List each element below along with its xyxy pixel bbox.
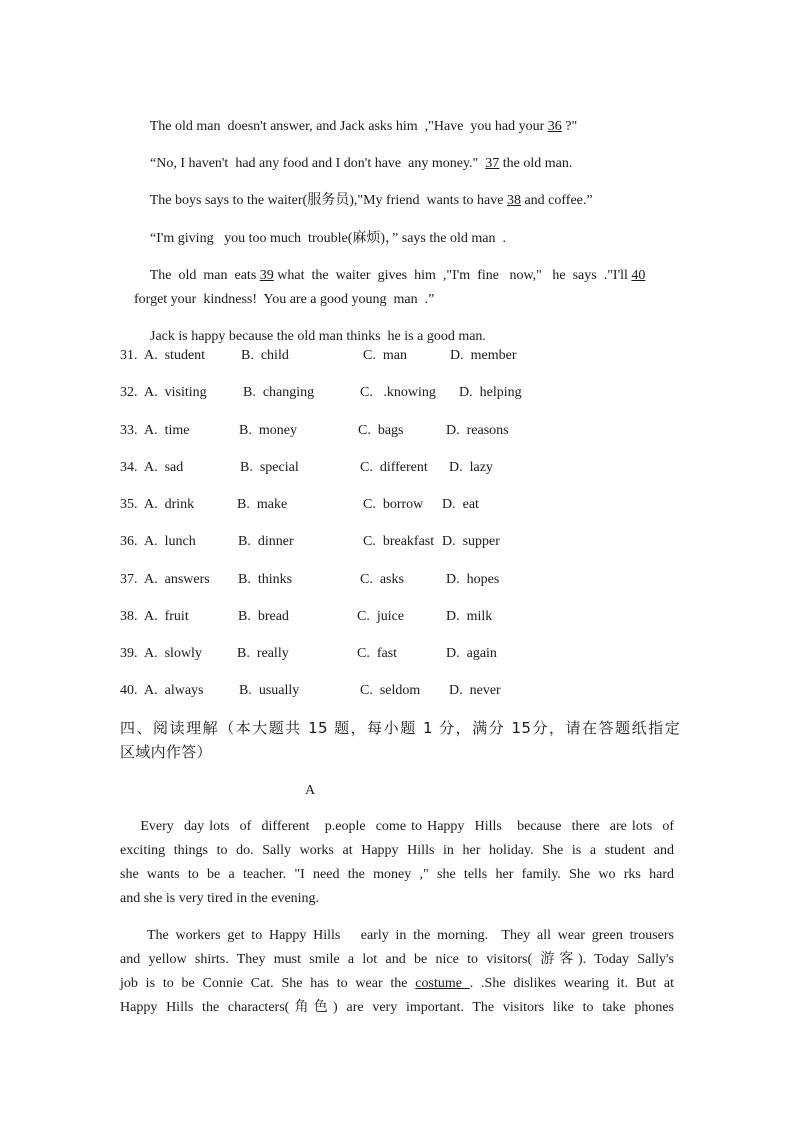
costume-underlined: costume [415, 976, 470, 991]
question-row: 31. A. student B. child C. man D. member [120, 348, 517, 363]
passage-paragraph-1: Every day lots of different p.eople come to Happy Hills because there are lots of exciting things to do. Sally works at Happy Hills in her holiday. She is a student and she wants to be a teacher. "I need the money ," she tells her family. She wo rks hard and she is very tired in the evening. [120, 819, 674, 906]
story-line-5: The old man eats 39 what the waiter gives him ,"I'm fine now," he says ."I'll 40 [149, 268, 646, 283]
question-row: 38. A. fruit B. bread C. juice D. milk [120, 609, 493, 624]
story-line-1: The old man doesn't answer, and Jack asks him ,"Have you had your 36 ?" [149, 119, 578, 134]
blank-40: 40 [631, 268, 646, 283]
question-row: 35. A. drink B. make C. borrow D. eat [120, 497, 479, 512]
blank-37: 37 [485, 156, 500, 171]
question-row: 39. A. slowly B. really C. fast D. again [120, 646, 497, 661]
story-line-3: The boys says to the waiter(服务员),"My friend wants to have 38 and coffee.” [149, 193, 593, 208]
blank-38: 38 [506, 193, 521, 208]
story-line-6: forget your kindness! You are a good young man .” [134, 292, 435, 307]
story-line-2: “No, I haven't had any food and I don't have any money." 37 the old man. [150, 156, 573, 171]
question-row: 34. A. sad B. special C. different D. lazy [120, 460, 493, 475]
story-line-4: “I'm giving you too much trouble(麻烦)，” says the old man . [150, 231, 506, 246]
blank-36: 36 [547, 119, 562, 134]
question-row: 32. A. visiting B. changing C. .knowing D. helping [120, 385, 522, 400]
passage-paragraph-2: The workers get to Happy Hills early in the morning. They all wear green trousers and yellow shirts. They must smile a lot and be nice to visitors( 游客). Today Sally's job is to be Connie Cat. She has to wear the costume . .She dislikes wearing it. But at Happy Hills the characters(角色) are very important. The visitors like to take phones [120, 928, 674, 1015]
question-row: 40. A. always B. usually C. seldom D. never [120, 683, 501, 698]
question-row: 37. A. answers B. thinks C. asks D. hopes [120, 572, 500, 587]
section-heading: 四、阅读理解（本大题共 15 题，每小题 1 分，满分 15分，请在答题纸指定 区域内作答） [120, 719, 680, 761]
question-row: 33. A. time B. money C. bags D. reasons [120, 423, 509, 438]
passage-line-costume: job is to be Connie Cat. She has to wear the costume . .She dislikes wearing it. But at [120, 976, 674, 991]
passage-label: A [304, 783, 316, 798]
question-row: 36. A. lunch B. dinner C. breakfast D. supper [120, 534, 500, 549]
story-line-7: Jack is happy because the old man thinks he is a good man. [150, 329, 486, 344]
blank-39: 39 [259, 268, 274, 283]
